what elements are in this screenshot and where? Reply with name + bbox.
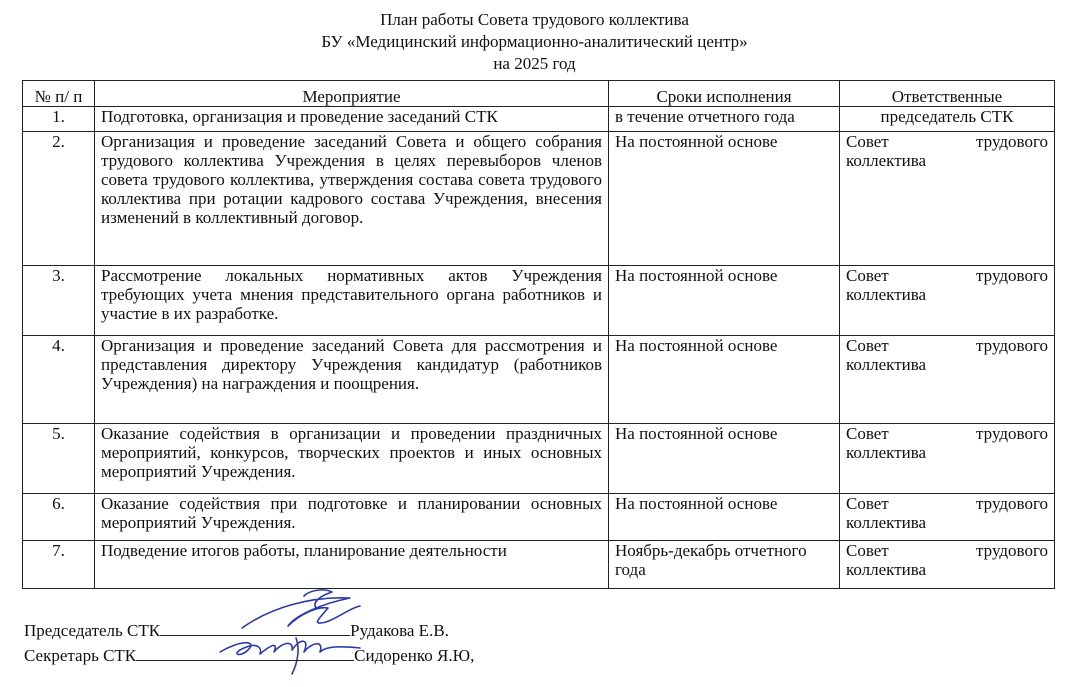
signature-underline <box>136 645 354 661</box>
row-number: 6. <box>23 494 95 541</box>
responsible-line1 <box>846 494 1048 513</box>
row-responsible <box>840 107 1055 132</box>
responsible-word: Совет <box>846 494 889 513</box>
chair-signature-line <box>24 620 449 641</box>
row-term: На постоянной основе <box>609 266 840 336</box>
row-term: На постоянной основе <box>609 424 840 494</box>
row-responsible <box>840 336 1055 424</box>
responsible-line1 <box>846 541 1048 560</box>
responsible-line1 <box>846 424 1048 443</box>
chair-label: Председатель СТК <box>24 621 161 640</box>
responsible-word: трудового <box>976 494 1048 513</box>
plan-year: на 2025 год <box>493 54 576 73</box>
responsible-word: Совет <box>846 132 889 151</box>
row-activity: Подготовка, организация и проведение заседаний СТК <box>95 107 609 132</box>
table-row <box>23 494 1055 541</box>
table-row <box>23 107 1055 132</box>
table-row <box>23 266 1055 336</box>
row-term: На постоянной основе <box>609 132 840 266</box>
row-term: На постоянной основе <box>609 494 840 541</box>
responsible-line1 <box>846 336 1048 355</box>
responsible-line2: коллектива <box>846 285 927 304</box>
responsible-line2: коллектива <box>846 151 927 170</box>
responsible-word: трудового <box>976 424 1048 443</box>
signature-underline <box>160 620 350 636</box>
responsible-line2: коллектива <box>846 355 927 374</box>
row-responsible <box>840 494 1055 541</box>
row-activity: Организация и проведение заседаний Совета и общего собрания трудового коллектива Учреждения в целях перевыборов членов совета трудового коллектива, утверждения состава совета трудового коллектива при ротации кадрового состава Учреждения, внесения изменений в коллективный договор. <box>95 132 609 266</box>
table-row <box>23 541 1055 589</box>
responsible-line1 <box>846 266 1048 285</box>
row-term: в течение отчетного года <box>609 107 840 132</box>
row-activity: Рассмотрение локальных нормативных актов Учреждения требующих учета мнения представительного органа работников и участие в их разработке. <box>95 266 609 336</box>
row-responsible <box>840 266 1055 336</box>
row-responsible <box>840 132 1055 266</box>
responsible-line1: председатель СТК <box>880 107 1014 126</box>
table-row <box>23 336 1055 424</box>
secretary-name: Сидоренко Я.Ю, <box>354 646 475 665</box>
row-activity: Оказание содействия в организации и проведении праздничных мероприятий, конкурсов, творческих проектов и иных основных мероприятий Учреждения. <box>95 424 609 494</box>
row-number: 1. <box>23 107 95 132</box>
row-term: Ноябрь-декабрь отчетного года <box>609 541 840 589</box>
responsible-word: Совет <box>846 336 889 355</box>
row-responsible <box>840 541 1055 589</box>
responsible-word: Совет <box>846 424 889 443</box>
table-row <box>23 132 1055 266</box>
responsible-word: Совет <box>846 266 889 285</box>
row-activity: Подведение итогов работы, планирование деятельности <box>95 541 609 589</box>
plan-table <box>22 80 1055 589</box>
row-number: 3. <box>23 266 95 336</box>
organization-name: БУ «Медицинский информационно-аналитический центр» <box>321 32 748 51</box>
responsible-line2: коллектива <box>846 513 927 532</box>
table-row <box>23 424 1055 494</box>
row-number: 4. <box>23 336 95 424</box>
row-responsible <box>840 424 1055 494</box>
row-number: 7. <box>23 541 95 589</box>
responsible-line1 <box>846 132 1048 151</box>
column-header-term: Сроки исполнения <box>609 81 840 107</box>
column-header-number: № п/ п <box>23 81 95 107</box>
responsible-word: Совет <box>846 541 889 560</box>
chair-name: Рудакова Е.В. <box>350 621 449 640</box>
row-number: 5. <box>23 424 95 494</box>
row-activity: Организация и проведение заседаний Совета для рассмотрения и представления директору Учреждения кандидатур (работников Учреждения) на награждения и поощрения. <box>95 336 609 424</box>
row-activity: Оказание содействия при подготовке и планировании основных мероприятий Учреждения. <box>95 494 609 541</box>
row-number: 2. <box>23 132 95 266</box>
row-term: На постоянной основе <box>609 336 840 424</box>
responsible-word: трудового <box>976 266 1048 285</box>
responsible-line2: коллектива <box>846 560 927 579</box>
responsible-word: трудового <box>976 541 1048 560</box>
responsible-word: трудового <box>976 132 1048 151</box>
responsible-word: трудового <box>976 336 1048 355</box>
column-header-responsible: Ответственные <box>840 81 1055 107</box>
secretary-label: Секретарь СТК <box>24 646 137 665</box>
table-header-row <box>23 81 1055 107</box>
document-title: План работы Совета трудового коллектива <box>380 10 689 29</box>
column-header-activity: Мероприятие <box>95 81 609 107</box>
responsible-line2: коллектива <box>846 443 927 462</box>
secretary-signature-line <box>24 645 474 666</box>
